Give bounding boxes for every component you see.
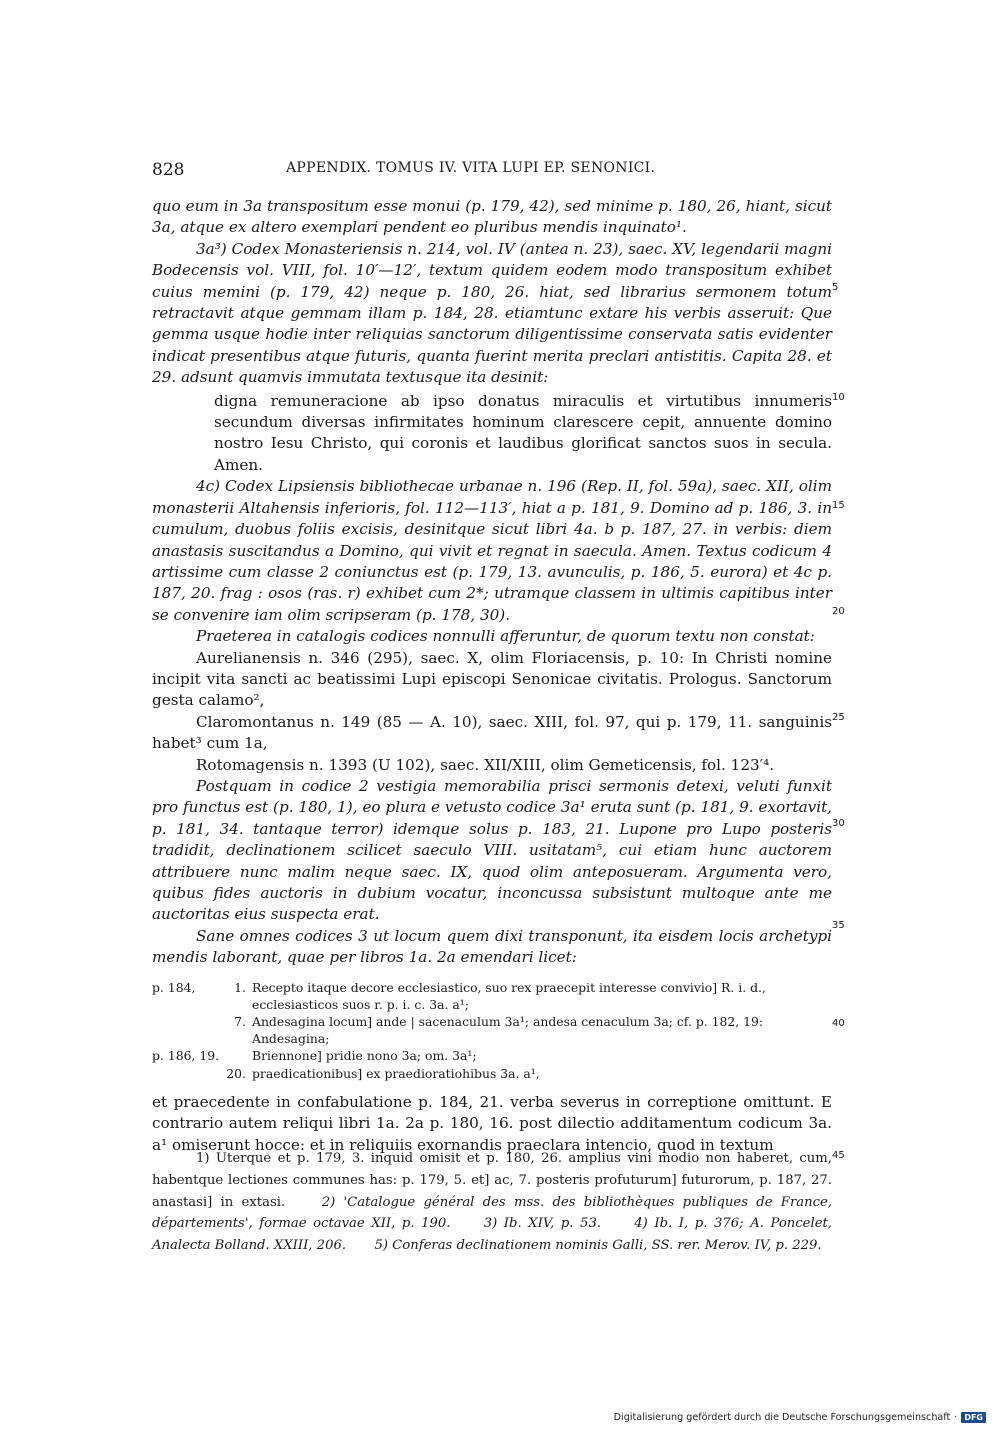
footnote-4: 4) Ib. I, p. 376; A. Poncelet, Analecta Bolland. XXIII, 206. <box>152 1216 832 1254</box>
line-number: 5 <box>832 282 839 293</box>
line-number: 35 <box>832 920 845 931</box>
note-ref: p. 184, <box>152 979 196 995</box>
note-text: Briennone] pridie nono 3a; om. 3a¹; <box>252 1048 477 1064</box>
note-num: 7. <box>234 1014 246 1030</box>
paragraph: 4c) Codex Lipsiensis bibliothecae urbanae n. 196 (Rep. II, fol. 59a), saec. XII, olim monasterii Altahensis inferioris, fol. 112—113′, hiat a p. 181, 9. Domino ad p. 186, 3. in cumulum, duobus foliis excisis, desinitque sicut libri 4a. b p. 187, 27. in verbis: diem anastasis suscitandus a Domino, qui vivit et regnat in saecula. Amen. Textus codicum 4 artissime cum classe 2 coniunctus est (p. 179, 13. avunculis, p. 186, 5. eurora) et 4c p. 187, 20. frag : osos (ras. r) exhibet cum 2*; utramque classem in ultimis capitibus inter se convenire iam olim scripseram (p. 178, 30). <box>152 477 832 624</box>
paragraph: Postquam in codice 2 vestigia memorabilia prisci sermonis detexi, veluti funxit pro functus est (p. 180, 1), eo plura e vetusto codice 3a¹ eruta sunt (p. 181, 9. exortavit, p. 181, 34. tantaque terror) idemque solus p. 183, 21. Lupone pro Lupo posteris tradidit, declinationem scilicet saeculo VIII. usitatam⁵, cui etiam hunc auctorem attribuere nunc malim neque saec. IX, quod olim anteposueram. Argumenta vero, quibus fides auctoris in dubium vocatur, inconcussa subsistunt multoque ante me auctoritas eius suspecta erat. <box>152 776 832 924</box>
note-text: Recepto itaque decore ecclesiastico, suo rex praecepit interesse convivio] R. i. d., ecclesiasticos suos r. p. i. c. 3a. a¹; <box>252 979 766 1012</box>
line-number: 30 <box>832 818 845 829</box>
paragraph: Sane omnes codices 3 ut locum quem dixi transponunt, ita eisdem locis archetypi mendis laborant, quae per libros 1a. 2a emendari licet: <box>152 926 832 967</box>
main-text <box>152 196 832 1156</box>
footnote-5: 5) Conferas declinationem nominis Galli, SS. rer. Merov. IV, p. 229. <box>374 1238 822 1254</box>
line-number: 40 <box>832 1018 845 1029</box>
paragraph: Aurelianensis n. 346 (295), saec. X, olim Floriacensis, p. 10: In Christi nomine incipit vita sancti ac beatissimi Lupi episcopi Senonicae civitatis. Prologus. Sanctorum gesta calamo², <box>152 648 832 710</box>
running-head: APPENDIX. TOMUS IV. VITA LUPI EP. SENONICI. <box>286 160 656 176</box>
paragraph: Praeterea in catalogis codices nonnulli afferuntur, de quorum textu non constat: <box>196 627 815 646</box>
note-num: 1. <box>234 979 246 995</box>
note-text: Andesagina locum] ande | sacenaculum 3a¹; andesa cenaculum 3a; cf. p. 182, 19: Andesagina; <box>252 1014 764 1047</box>
page-number: 828 <box>152 160 185 180</box>
paragraph: Claromontanus n. 149 (85 — A. 10), saec. XIII, fol. 97, qui p. 179, 11. sanguinis habet³ cum 1a, <box>152 712 832 753</box>
line-number: 45 <box>832 1150 845 1161</box>
line-number: 10 <box>832 392 845 403</box>
footnote <box>152 1148 832 1257</box>
note-row <box>152 979 832 1013</box>
note-row <box>152 1013 832 1047</box>
note-ref: p. 186, 19. <box>152 1048 220 1064</box>
footnotes <box>152 1148 832 1257</box>
note-row <box>152 1047 832 1064</box>
paragraph: Rotomagensis n. 1393 (U 102), saec. XII/XIII, olim Gemeticensis, fol. 123′⁴. <box>196 755 775 774</box>
note-text: praedicationibus] ex praedioratiohibus 3a. a¹, <box>252 1065 540 1081</box>
footer-separator: · <box>954 1412 958 1423</box>
line-number: 15 <box>832 500 845 511</box>
footnote-1: 1) Uterque et p. 179, 3. inquid omisit et p. 180, 26. amplius vini modio non haberet, cum, habentque lectiones communes has: p. 179, 5. et] ac, 7. posteris profuturum] futurorum, p. 187, 27. anastasi] in extasi. <box>152 1151 832 1210</box>
note-ref <box>152 1013 222 1047</box>
dfg-logo: DFG <box>961 1412 986 1423</box>
footnote-2: 2) 'Catalogue général des mss. des bibliothèques publiques de France, départements', formae octavae XII, p. 190. <box>152 1194 832 1232</box>
line-number: 25 <box>832 712 845 723</box>
critical-notes <box>152 979 832 1082</box>
note-ref <box>152 1065 222 1082</box>
quotation: digna remuneracione ab ipso donatus miraculis et virtutibus innumeris secundum diversas infirmitates hominum clarescere cepit, annuente domino nostro Iesu Christo, qui coronis et laudibus glorificat sanctos suos in secula. Amen. <box>214 391 832 474</box>
footnote-3: 3) Ib. XIV, p. 53. <box>483 1216 602 1232</box>
line-number: 20 <box>832 606 845 617</box>
note-num: 20. <box>226 1065 246 1081</box>
paragraph: quo eum in 3a transpositum esse monui (p. 179, 42), sed minime p. 180, 26, hiant, sicut 3a, atque ex altero exemplari pendent eo pluribus mendis inquinato¹. <box>152 197 832 237</box>
note-row <box>152 1065 832 1082</box>
paragraph: 3a³) Codex Monasteriensis n. 214, vol. IV (antea n. 23), saec. XV, legendarii magni Bodecensis vol. VIII, fol. 10′—12′, textum quidem eodem modo transpositum exhibet cuius memini (p. 179, 42) neque p. 180, 26. hiat, sed librarius sermonem totum retractavit atque gemmam illam p. 184, 28. etiamtunc extare his verbis asseruit: Que gemma usque hodie inter reliquias sanctorum diligentissime conservata satis evidenter indicat presentibus atque futuris, quanta fuerint merita preclari antistitis. Capita 28. et 29. adsunt quamvis immutata textusque ita desinit: <box>152 239 832 387</box>
paragraph: et praecedente in confabulatione p. 184, 21. verba severus in correptione omittunt. E contrario autem reliqui libri 1a. 2a p. 180, 16. post dilectio additamentum codicum 3a. a¹ omiserunt hocce: et in reliquiis exornandis praeclara intencio, quod in textum <box>152 1092 832 1154</box>
funding-footer <box>614 1412 986 1423</box>
footer-text: Digitalisierung gefördert durch die Deutsche Forschungsgemeinschaft <box>613 1412 951 1423</box>
